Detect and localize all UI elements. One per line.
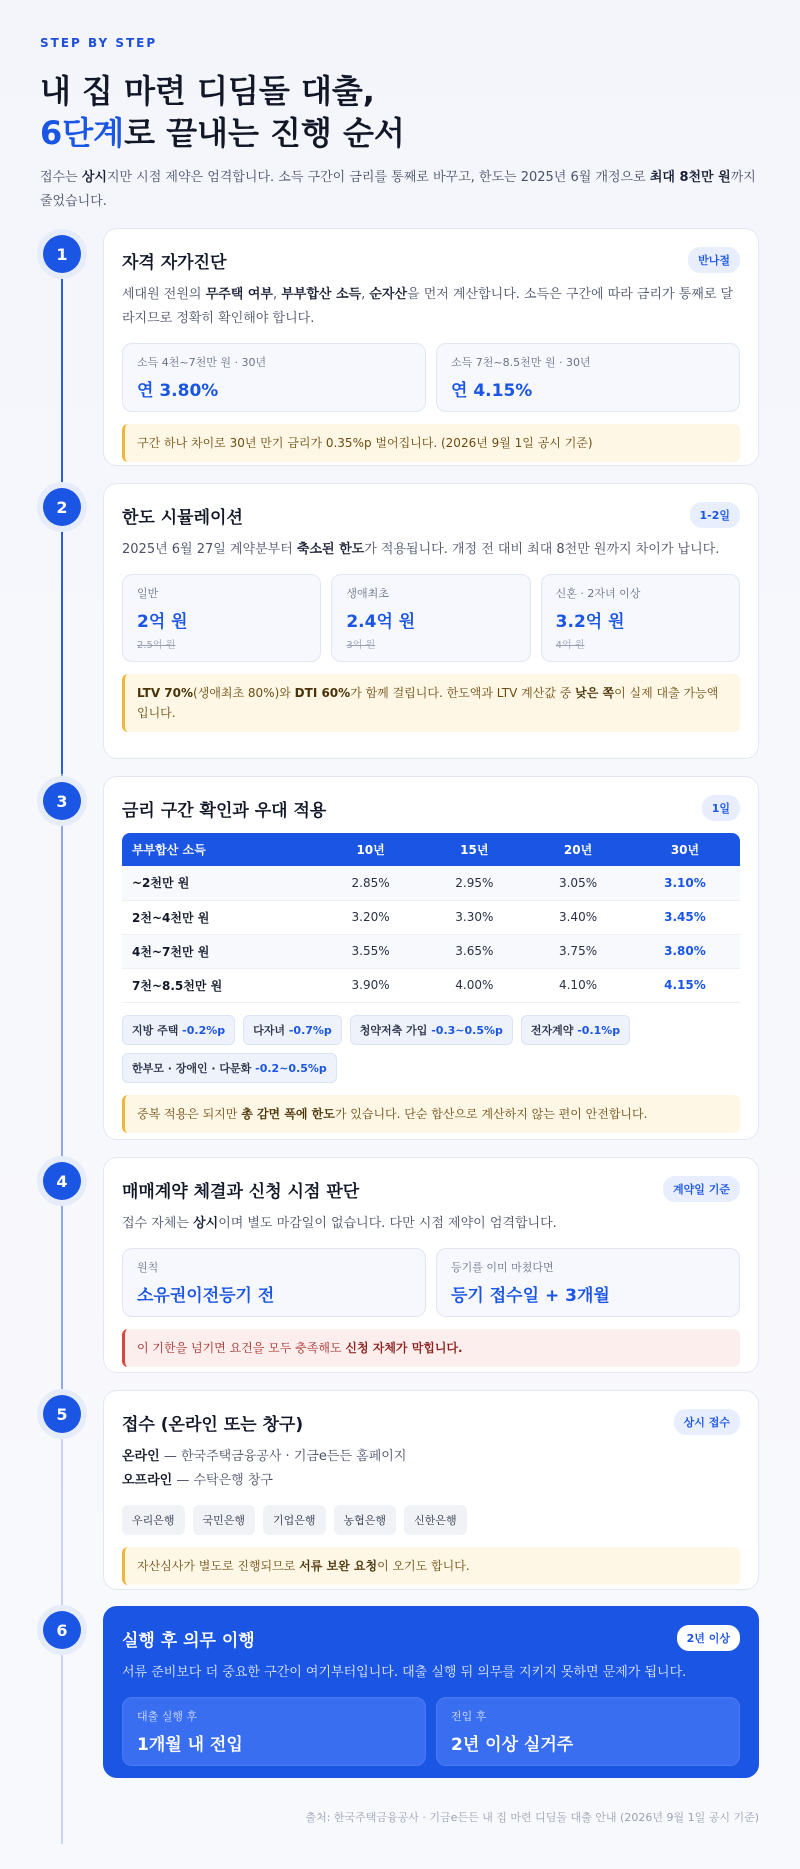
step-title: 접수 (온라인 또는 창구) bbox=[122, 1414, 304, 1435]
duration-badge: 1-2일 bbox=[690, 502, 741, 528]
rate-box: 소득 7천~8.5천만 원 · 30년 연 4.15% bbox=[436, 343, 740, 412]
bank-chip: 국민은행 bbox=[193, 1505, 256, 1535]
deadline-box: 등기를 이미 마쳤다면 등기 접수일 + 3개월 bbox=[436, 1248, 740, 1317]
warning-note: 자산심사가 별도로 진행되므로 서류 보완 요청이 오기도 합니다. bbox=[122, 1547, 740, 1585]
discount-chip: 다자녀 -0.7%p bbox=[243, 1015, 342, 1045]
limit-box: 신혼 · 2자녀 이상 3.2억 원 4억 원 bbox=[541, 574, 740, 662]
table-row: 2천~4천만 원 3.20% 3.30% 3.40% 3.45% bbox=[122, 900, 740, 934]
discount-chip: 전자계약 -0.1%p bbox=[521, 1015, 630, 1045]
bank-chip: 우리은행 bbox=[122, 1505, 185, 1535]
step-title: 자격 자가진단 bbox=[122, 252, 227, 273]
step-title: 실행 후 의무 이행 bbox=[122, 1630, 255, 1651]
limit-box: 생애최초 2.4억 원 3억 원 bbox=[331, 574, 530, 662]
table-row: ~2천만 원 2.85% 2.95% 3.05% 3.10% bbox=[122, 866, 740, 900]
table-row: 4천~7천만 원 3.55% 3.65% 3.75% 3.80% bbox=[122, 934, 740, 968]
step-number: 5 bbox=[43, 1395, 81, 1433]
duration-badge: 계약일 기준 bbox=[663, 1176, 740, 1202]
discount-chip: 한부모 · 장애인 · 다문화 -0.2~0.5%p bbox=[122, 1053, 337, 1083]
step-number: 3 bbox=[43, 782, 81, 820]
warning-note: 이 기한을 넘기면 요건을 모두 충족해도 신청 자체가 막힙니다. bbox=[122, 1329, 740, 1367]
table-row: 7천~8.5천만 원 3.90% 4.00% 4.10% 4.15% bbox=[122, 968, 740, 1002]
step-description: 접수 자체는 상시이며 별도 마감일이 없습니다. 다만 시점 제약이 엄격합니다. bbox=[122, 1216, 557, 1231]
step-title: 한도 시뮬레이션 bbox=[122, 507, 243, 528]
step-number: 1 bbox=[43, 235, 81, 273]
step-description: 2025년 6월 27일 계약분부터 축소된 한도가 적용됩니다. 개정 전 대비 최대 8천만 원까지 차이가 납니다. bbox=[122, 542, 720, 557]
source-footer: 출처: 한국주택금융공사 · 기금e든든 내 집 마련 디딤돌 대출 안내 (2026년 9월 1일 공시 기준) bbox=[305, 1811, 759, 1824]
step-card-6 bbox=[103, 1606, 759, 1778]
step-card-4 bbox=[103, 1157, 759, 1373]
rate-table: 부부합산 소득 10년 15년 20년 30년 ~2천만 원 2.85% 2.95% 3.05% 3.10% 2천~4천만 원 3.20% 3.30% 3.40% 3.45% 4천~7천만 원 3.55% 3.65% 3.75% 3.80% 7천~8.5천만 원 3.90% 4.00% 4.10% 4.15% bbox=[122, 833, 740, 1003]
lead-text: 접수는 상시지만 시점 제약은 엄격합니다. 소득 구간이 금리를 통째로 바꾸고, 한도는 2025년 6월 개정으로 최대 8천만 원까지 줄었습니다. bbox=[40, 170, 756, 209]
obligation-box: 대출 실행 후 1개월 내 전입 bbox=[122, 1697, 426, 1766]
step-title: 금리 구간 확인과 우대 적용 bbox=[122, 800, 327, 821]
step-card-1 bbox=[103, 228, 759, 466]
obligation-box: 전입 후 2년 이상 실거주 bbox=[436, 1697, 740, 1766]
bank-chip: 신한은행 bbox=[404, 1505, 467, 1535]
eyebrow: STEP BY STEP bbox=[40, 36, 158, 50]
step-number: 6 bbox=[43, 1611, 81, 1649]
warning-note: 구간 하나 차이로 30년 만기 금리가 0.35%p 벌어집니다. (2026년 9월 1일 공시 기준) bbox=[122, 424, 740, 462]
duration-badge: 1일 bbox=[702, 795, 740, 821]
step-title: 매매계약 체결과 신청 시점 판단 bbox=[122, 1181, 360, 1202]
step-card-2 bbox=[103, 483, 759, 759]
offline-channel: 오프라인 — 수탁은행 창구 bbox=[122, 1473, 273, 1488]
step-number: 4 bbox=[43, 1162, 81, 1200]
step-description: 서류 준비보다 더 중요한 구간이 여기부터입니다. 대출 실행 뒤 의무를 지키지 못하면 문제가 됩니다. bbox=[122, 1665, 687, 1680]
rate-box: 소득 4천~7천만 원 · 30년 연 3.80% bbox=[122, 343, 426, 412]
bank-chip: 농협은행 bbox=[334, 1505, 397, 1535]
deadline-box: 원칙 소유권이전등기 전 bbox=[122, 1248, 426, 1317]
step-card-5 bbox=[103, 1390, 759, 1590]
discount-chip: 청약저축 가입 -0.3~0.5%p bbox=[350, 1015, 513, 1045]
warning-note: 중복 적용은 되지만 총 감면 폭에 한도가 있습니다. 단순 합산으로 계산하지 않는 편이 안전합니다. bbox=[122, 1095, 740, 1133]
duration-badge: 반나절 bbox=[688, 247, 740, 273]
timeline-rail-mid bbox=[61, 774, 63, 1414]
step-card-3 bbox=[103, 776, 759, 1140]
online-channel: 온라인 — 한국주택금융공사 · 기금e든든 홈페이지 bbox=[122, 1449, 407, 1464]
header bbox=[40, 36, 760, 214]
step-description: 세대원 전원의 무주택 여부, 부부합산 소득, 순자산을 먼저 계산합니다. 소득은 구간에 따라 금리가 통째로 달라지므로 정확히 확인해야 합니다. bbox=[122, 287, 734, 326]
limit-box: 일반 2억 원 2.5억 원 bbox=[122, 574, 321, 662]
warning-note: LTV 70%(생애최초 80%)와 DTI 60%가 함께 걸립니다. 한도액과 LTV 계산값 중 낮은 쪽이 실제 대출 가능액입니다. bbox=[122, 674, 740, 732]
page-title: 내 집 마련 디딤돌 대출, 6단계로 끝내는 진행 순서 bbox=[40, 72, 405, 152]
step-number: 2 bbox=[43, 488, 81, 526]
discount-chip: 지방 주택 -0.2%p bbox=[122, 1015, 235, 1045]
bank-list bbox=[122, 1505, 740, 1535]
bank-chip: 기업은행 bbox=[263, 1505, 326, 1535]
discount-chips bbox=[122, 1015, 740, 1083]
duration-badge: 2년 이상 bbox=[677, 1625, 740, 1651]
duration-badge: 상시 접수 bbox=[674, 1409, 740, 1435]
